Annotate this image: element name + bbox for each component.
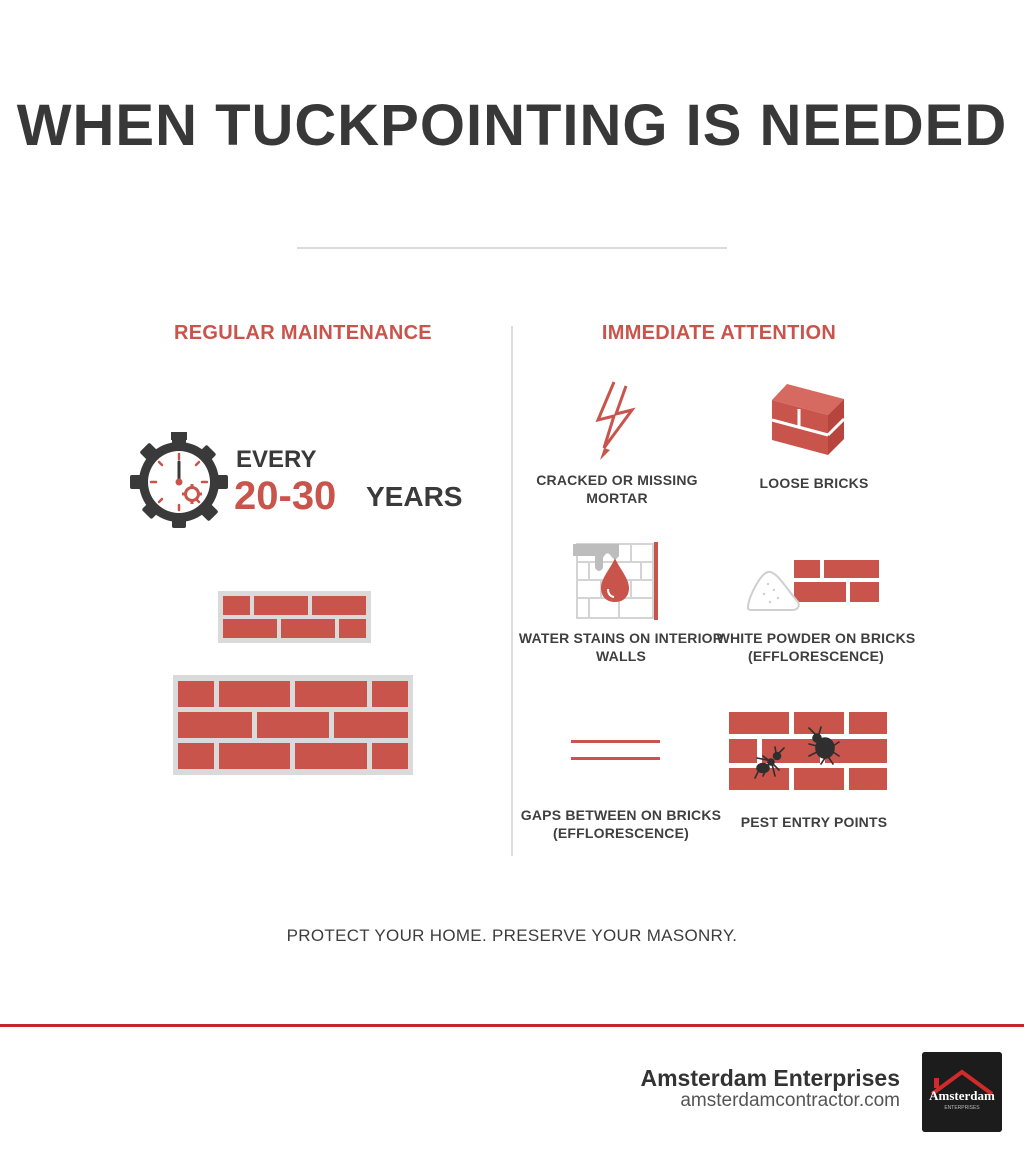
large-brick-wall-icon [173,675,413,775]
footer-divider [0,1024,1024,1027]
pest-entry-label: PEST ENTRY POINTS [740,814,888,830]
every-label: EVERY [236,446,317,473]
loose-bricks-label: LOOSE BRICKS [759,475,869,491]
immediate-attention-heading: IMMEDIATE ATTENTION [601,322,837,344]
column-divider [511,326,513,856]
powder-pile-bricks-icon [746,558,882,612]
cracked-mortar-label: CRACKED OR MISSING MORTAR [536,472,698,506]
logo-wordmark: Amsterdam [929,1088,995,1103]
lightning-crack-icon [592,380,636,462]
company-website-link[interactable]: amsterdamcontractor.com [680,1090,900,1111]
water-stains-label: WATER STAINS ON INTERIOR WALLS [518,630,724,664]
company-name: Amsterdam Enterprises [640,1065,900,1091]
gap-lines-icon [571,740,661,764]
regular-maintenance-heading: REGULAR MAINTENANCE [174,322,432,344]
years-range: 20-30 [234,474,337,518]
logo-subtext: ENTERPRISES [944,1105,980,1111]
stopwatch-gear-icon [128,432,230,534]
years-unit: YEARS [366,481,463,512]
tagline: PROTECT YOUR HOME. PRESERVE YOUR MASONRY. [286,926,738,945]
white-powder-label: WHITE POWDER ON BRICKS (EFFLORESCENCE) [716,630,916,664]
page-title: WHEN TUCKPOINTING IS NEEDED [16,93,1008,158]
water-drop-wall-icon [571,542,661,620]
title-divider [297,247,727,249]
company-logo [922,1052,1002,1132]
gaps-label: GAPS BETWEEN ON BRICKS (EFFLORESCENCE) [520,807,722,841]
small-brick-wall-icon [218,591,371,643]
pest-bricks-icon [729,712,889,790]
brick-icon [771,383,845,457]
